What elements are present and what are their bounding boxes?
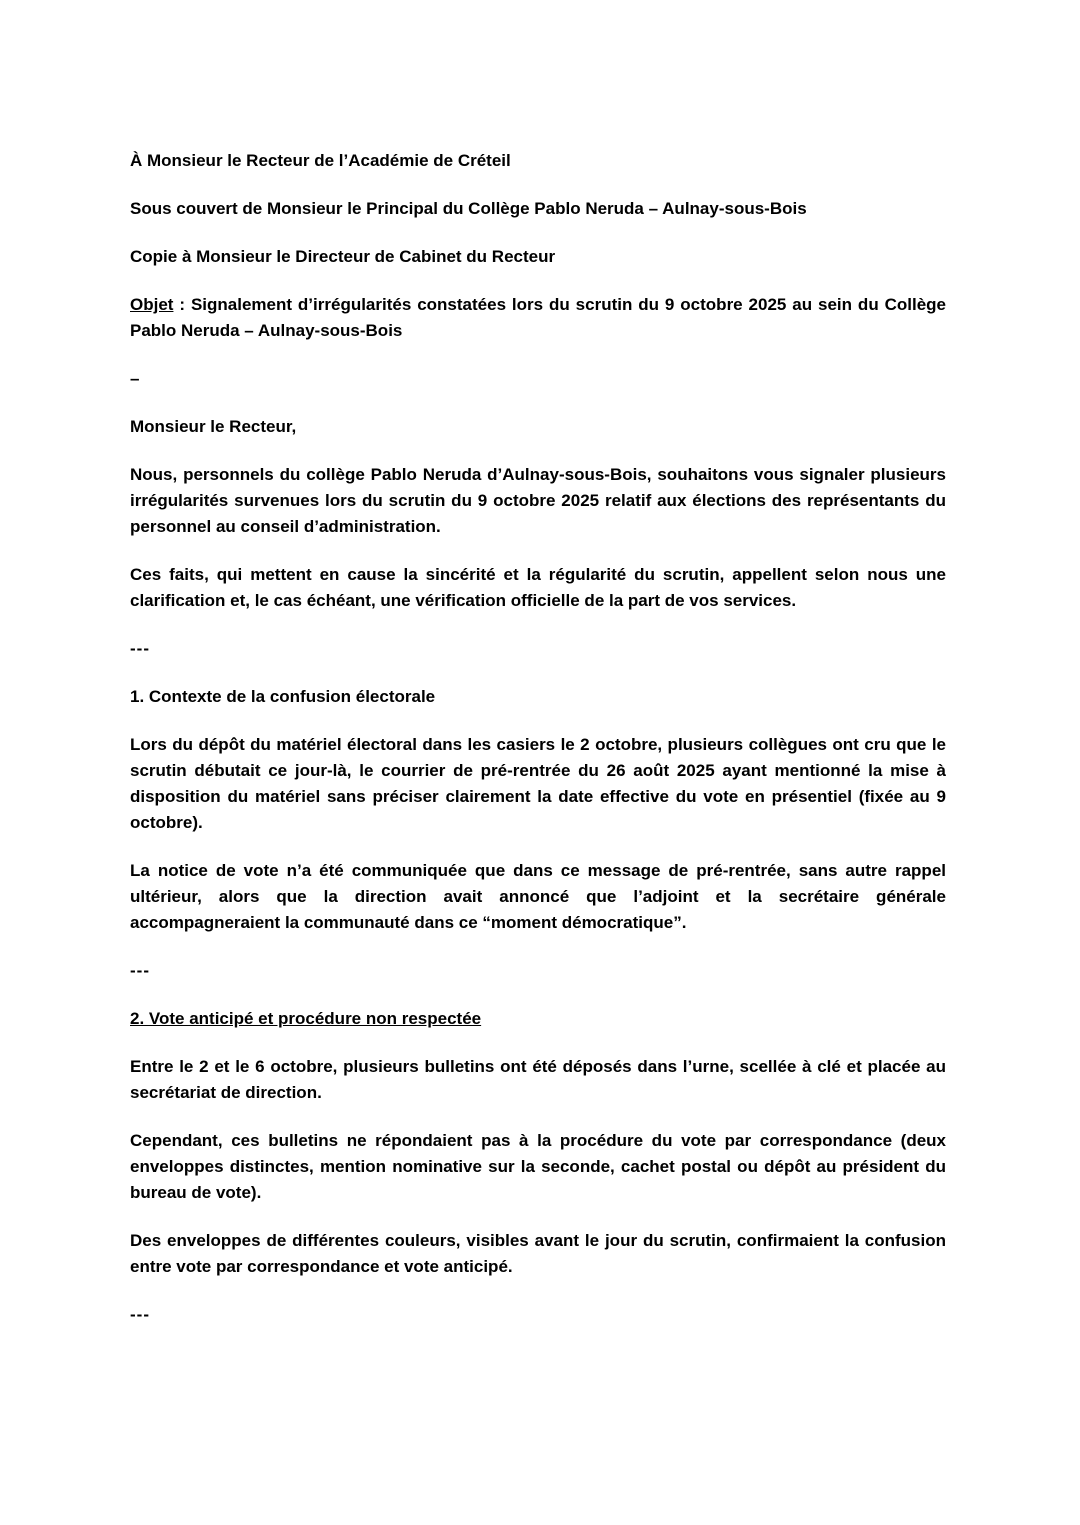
subject-text: Signalement d’irrégularités constatées lors du scrutin du 9 octobre 2025 au sein du Collège Pablo Neruda – Aulnay-sous-Bois [130,295,947,340]
intro-paragraph: Ces faits, qui mettent en cause la sincérité et la régularité du scrutin, appellent selon nous une clarification et, le cas échéant, une vérification officielle de la part de vos services. [130,565,946,610]
section-separator: --- [130,961,150,980]
section-1-paragraph: La notice de vote n’a été communiquée que dans ce message de pré-rentrée, sans autre rappel ultérieur, alors que la direction avait annoncé que l’adjoint et la secrétaire générale accompagneraient la communauté dans ce “moment démocratique”. [130,861,946,932]
section-separator: --- [130,639,150,658]
section-2-heading: 2. Vote anticipé et procédure non respectée [130,1009,482,1028]
section-2-paragraph: Cependant, ces bulletins ne répondaient pas à la procédure du vote par correspondance (deux enveloppes distinctes, mention nominative sur la seconde, cachet postal ou dépôt au président du bureau de vote). [130,1131,946,1202]
intro-paragraph: Nous, personnels du collège Pablo Neruda d’Aulnay-sous-Bois, souhaitons vous signaler plusieurs irrégularités survenues lors du scrutin du 9 octobre 2025 relatif aux élections des représentants du personnel au conseil d’administration. [130,465,946,536]
recipient-line: À Monsieur le Recteur de l’Académie de Créteil [130,151,511,170]
section-2-paragraph: Des enveloppes de différentes couleurs, visibles avant le jour du scrutin, confirmaient la confusion entre vote par correspondance et vote anticipé. [130,1231,946,1276]
subject-line [130,292,946,344]
section-1-heading: 1. Contexte de la confusion électorale [130,687,436,706]
section-separator: --- [130,1305,150,1324]
section-1-paragraph: Lors du dépôt du matériel électoral dans les casiers le 2 octobre, plusieurs collègues ont cru que le scrutin débutait ce jour-là, le courrier de pré-rentrée du 26 août 2025 ayant mentionné la mise à disposition du matériel sans préciser clairement la date effective du vote en présentiel (fixée au 9 octobre). [130,735,946,832]
salutation-line: Monsieur le Recteur, [130,417,297,436]
dash-line: – [130,369,140,388]
cover-line: Sous couvert de Monsieur le Principal du Collège Pablo Neruda – Aulnay-sous-Bois [130,199,807,218]
subject-label: Objet [130,295,174,314]
section-2-paragraph: Entre le 2 et le 6 octobre, plusieurs bulletins ont été déposés dans l’urne, scellée à clé et placée au secrétariat de direction. [130,1057,946,1102]
copy-line: Copie à Monsieur le Directeur de Cabinet du Recteur [130,247,556,266]
subject-separator: : [173,295,191,314]
